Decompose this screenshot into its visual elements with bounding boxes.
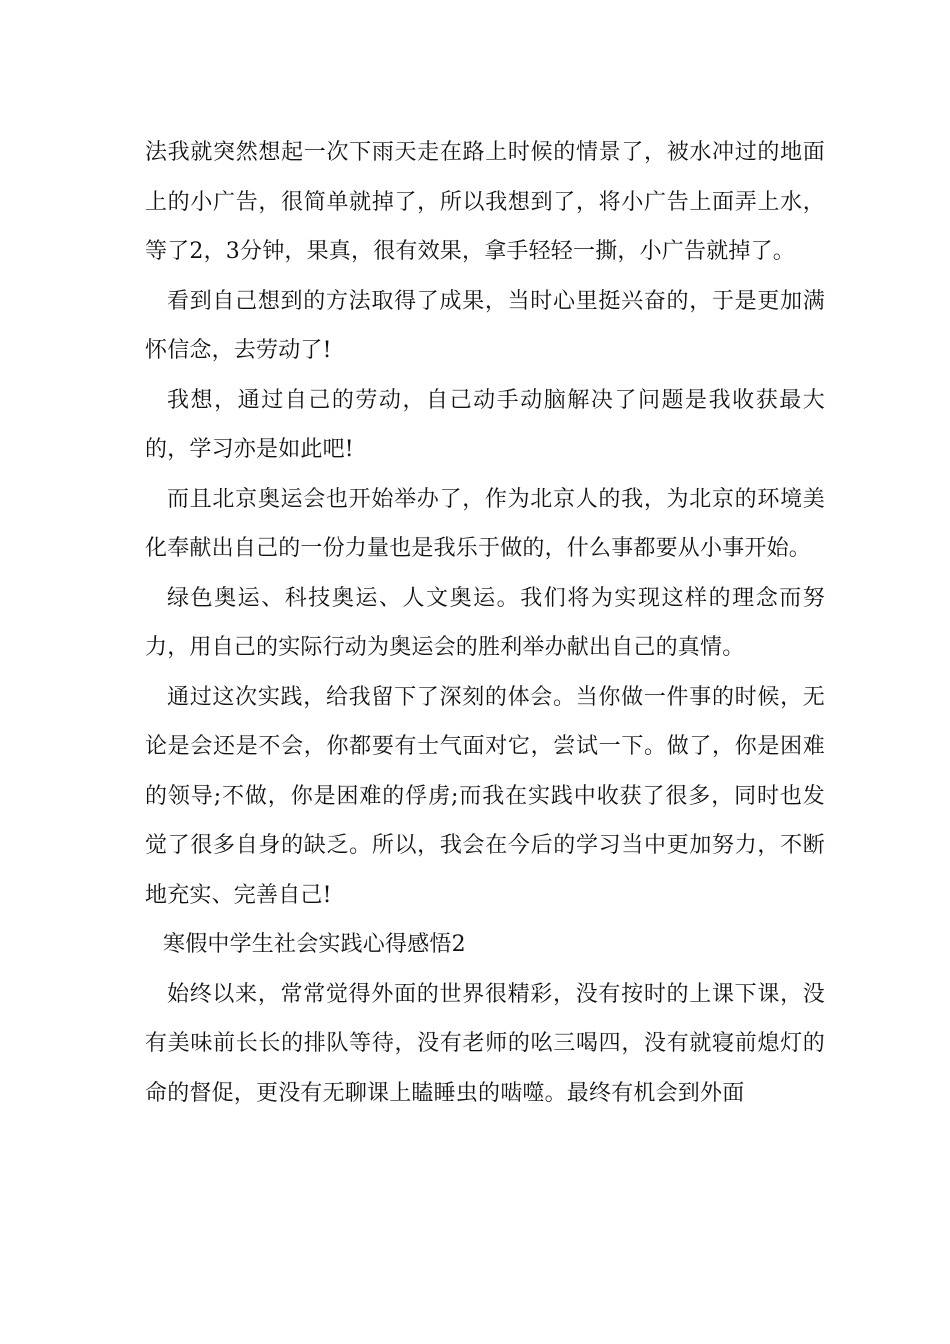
paragraph: 看到自己想到的方法取得了成果，当时心里挺兴奋的，于是更加满怀信念，去劳动了! — [145, 288, 825, 363]
paragraph: 绿色奥运、科技奥运、人文奥运。我们将为实现这样的理念而努力，用自己的实际行动为奥运会的胜利举办献出自己的真情。 — [145, 585, 825, 660]
paragraph: 通过这次实践，给我留下了深刻的体会。当你做一件事的时候，无论是会还是不会，你都要有士气面对它，尝试一下。做了，你是困难的领导;不做，你是困难的俘虏;而我在实践中收获了很多，同时也发觉了很多自身的缺乏。所以，我会在今后的学习当中更加努力，不断地充实、完善自己! — [145, 684, 825, 908]
paragraph: 始终以来，常常觉得外面的世界很精彩，没有按时的上课下课，没有美味前长长的排队等待，没有老师的吆三喝四，没有就寝前熄灯的命的督促，更没有无聊课上瞌睡虫的啮噬。最终有机会到外面 — [145, 981, 825, 1106]
document-body — [145, 128, 825, 1118]
paragraph: 而且北京奥运会也开始举办了，作为北京人的我，为北京的环境美化奉献出自己的一份力量也是我乐于做的，什么事都要从小事开始。 — [145, 486, 825, 561]
paragraph: 我想，通过自己的劳动，自己动手动脑解决了问题是我收获最大的，学习亦是如此吧! — [145, 387, 825, 462]
paragraph-continuation: 法我就突然想起一次下雨天走在路上时候的情景了，被水冲过的地面上的小广告，很简单就掉了，所以我想到了，将小广告上面弄上水，等了2，3分钟，果真，很有效果，拿手轻轻一撕，小广告就掉了。 — [145, 140, 825, 264]
section-heading: 寒假中学生社会实践心得感悟2 — [163, 932, 466, 957]
